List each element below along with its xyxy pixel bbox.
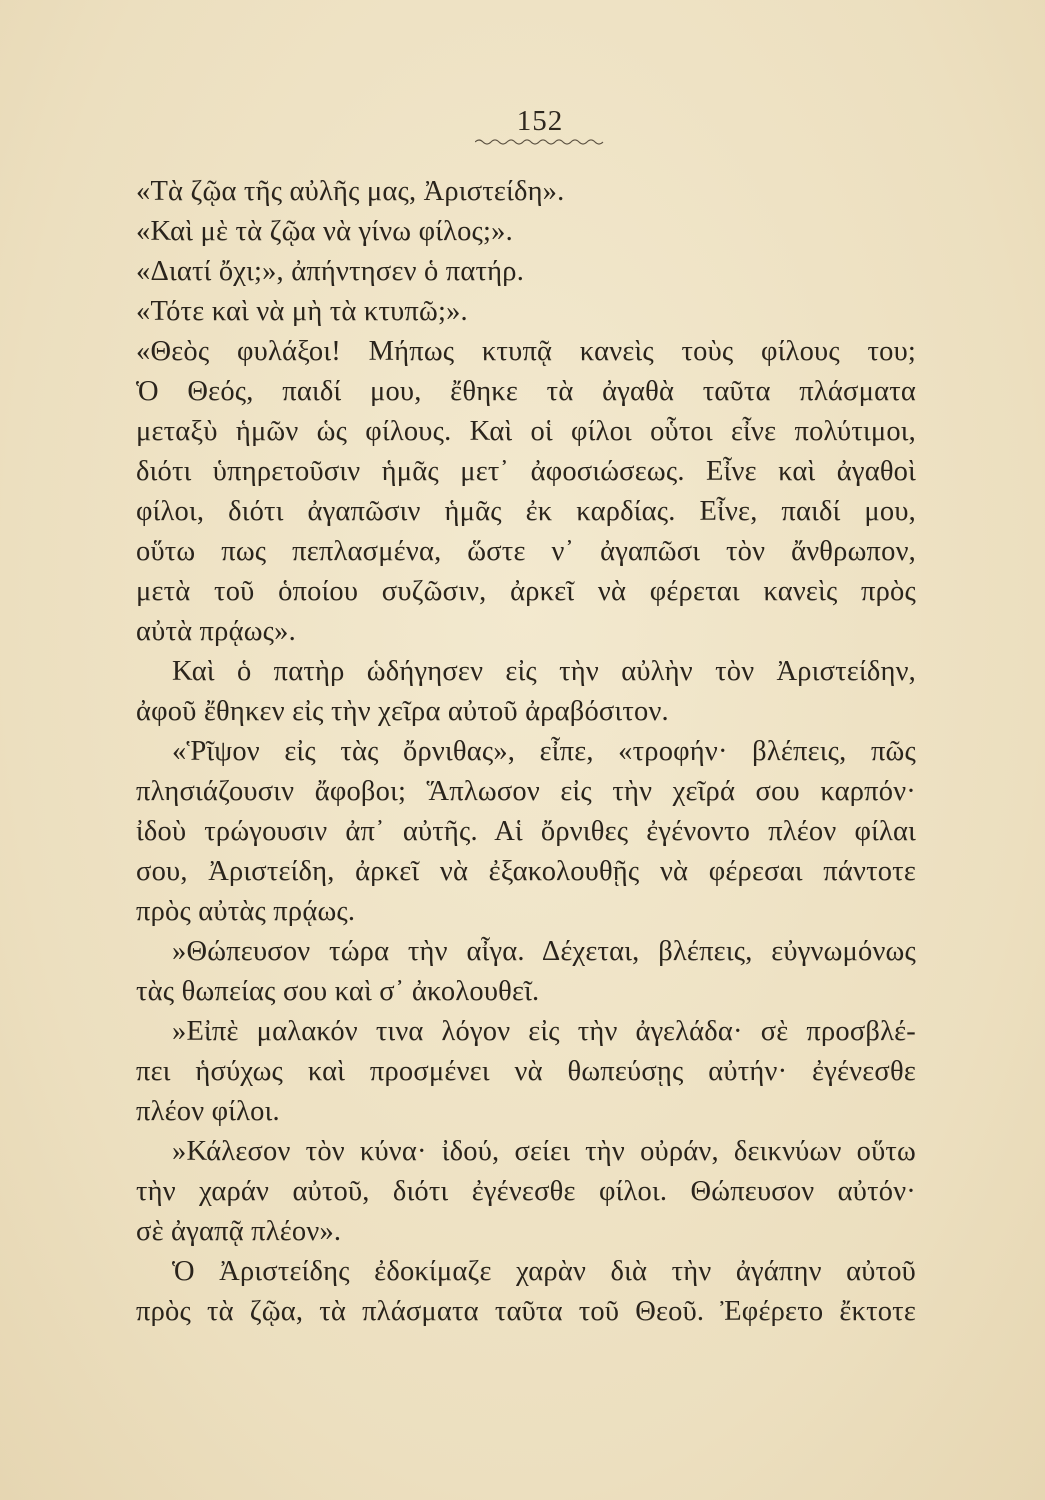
text-line: αὐτὰ πρᾴως». bbox=[136, 616, 296, 647]
text-line: πρὸς τὰ ζῷα, τὰ πλάσματα ταῦτα τοῦ Θεοῦ. Ἐφέρετο ἔκτοτε bbox=[136, 1296, 916, 1327]
text-line: σὲ ἀγαπᾷ πλέον». bbox=[136, 1216, 342, 1247]
text-line: Ὁ Θεός, παιδί μου, ἔθηκε τὰ ἀγαθὰ ταῦτα πλάσματα bbox=[136, 376, 916, 407]
page-number: 152 bbox=[516, 105, 564, 137]
text-line: »Θώπευσον τώρα τὴν αἶγα. Δέχεται, βλέπεις, εὐγνωμόνως bbox=[172, 936, 916, 967]
text-line: «Καὶ μὲ τὰ ζῷα νὰ γίνω φίλος;». bbox=[136, 216, 513, 247]
text-line: »Εἰπὲ μαλακόν τινα λόγον εἰς τὴν ἀγελάδα· σὲ προσβλέ- bbox=[172, 1016, 916, 1047]
text-line: σου, Ἀριστείδη, ἀρκεῖ νὰ ἐξακολουθῇς νὰ φέρεσαι πάντοτε bbox=[136, 856, 916, 887]
text-line: »Κάλεσον τὸν κύνα· ἰδού, σείει τὴν οὐράν, δεικνύων οὕτω bbox=[172, 1136, 916, 1167]
text-line: «Τὰ ζῷα τῆς αὐλῆς μας, Ἀριστείδη». bbox=[136, 176, 565, 207]
text-line: τὴν χαράν αὐτοῦ, διότι ἐγένεσθε φίλοι. Θώπευσον αὐτόν· bbox=[136, 1176, 916, 1207]
wavy-ornament-icon bbox=[475, 138, 605, 146]
text-line: πει ἡσύχως καὶ προσμένει νὰ θωπεύσῃς αὐτήν· ἐγένεσθε bbox=[136, 1056, 916, 1087]
text-line: μεταξὺ ἡμῶν ὡς φίλους. Καὶ οἱ φίλοι οὗτοι εἶνε πολύτιμοι, bbox=[136, 416, 916, 447]
page-header bbox=[470, 104, 610, 146]
text-line: φίλοι, διότι ἀγαπῶσιν ἡμᾶς ἐκ καρδίας. Εἶνε, παιδί μου, bbox=[136, 496, 916, 527]
text-line: «Θεὸς φυλάξοι! Μήπως κτυπᾷ κανεὶς τοὺς φίλους του; bbox=[136, 336, 916, 367]
text-line: «Διατί ὄχι;», ἀπήντησεν ὁ πατήρ. bbox=[136, 256, 525, 287]
text-line: πλησιάζουσιν ἄφοβοι; Ἅπλωσον εἰς τὴν χεῖρά σου καρπόν· bbox=[136, 776, 916, 807]
text-line: τὰς θωπείας σου καὶ σ᾽ ἀκολουθεῖ. bbox=[136, 976, 540, 1007]
body-text bbox=[136, 172, 916, 1332]
text-line: πλέον φίλοι. bbox=[136, 1096, 280, 1127]
text-line: ἀφοῦ ἔθηκεν εἰς τὴν χεῖρα αὐτοῦ ἀραβόσιτον. bbox=[136, 696, 669, 727]
text-line: Καὶ ὁ πατὴρ ὡδήγησεν εἰς τὴν αὐλὴν τὸν Ἀριστείδην, bbox=[172, 656, 916, 687]
text-line: μετὰ τοῦ ὁποίου συζῶσιν, ἀρκεῖ νὰ φέρεται κανεὶς πρὸς bbox=[136, 576, 916, 607]
text-line: ἰδοὺ τρώγουσιν ἀπ᾽ αὐτῆς. Αἱ ὄρνιθες ἐγένοντο πλέον φίλαι bbox=[136, 816, 916, 847]
text-line: «Ῥῖψον εἰς τὰς ὄρνιθας», εἶπε, «τροφήν· βλέπεις, πῶς bbox=[172, 736, 916, 767]
text-line: πρὸς αὐτὰς πρᾴως. bbox=[136, 896, 356, 927]
text-line: Ὁ Ἀριστείδης ἐδοκίμαζε χαρὰν διὰ τὴν ἀγάπην αὐτοῦ bbox=[172, 1256, 916, 1287]
text-line: «Τότε καὶ νὰ μὴ τὰ κτυπῶ;». bbox=[136, 296, 468, 327]
text-line: οὕτω πως πεπλασμένα, ὥστε ν᾽ ἀγαπῶσι τὸν ἄνθρωπον, bbox=[136, 536, 916, 567]
text-line: διότι ὑπηρετοῦσιν ἡμᾶς μετ᾽ ἀφοσιώσεως. Εἶνε καὶ ἀγαθοὶ bbox=[136, 456, 916, 487]
